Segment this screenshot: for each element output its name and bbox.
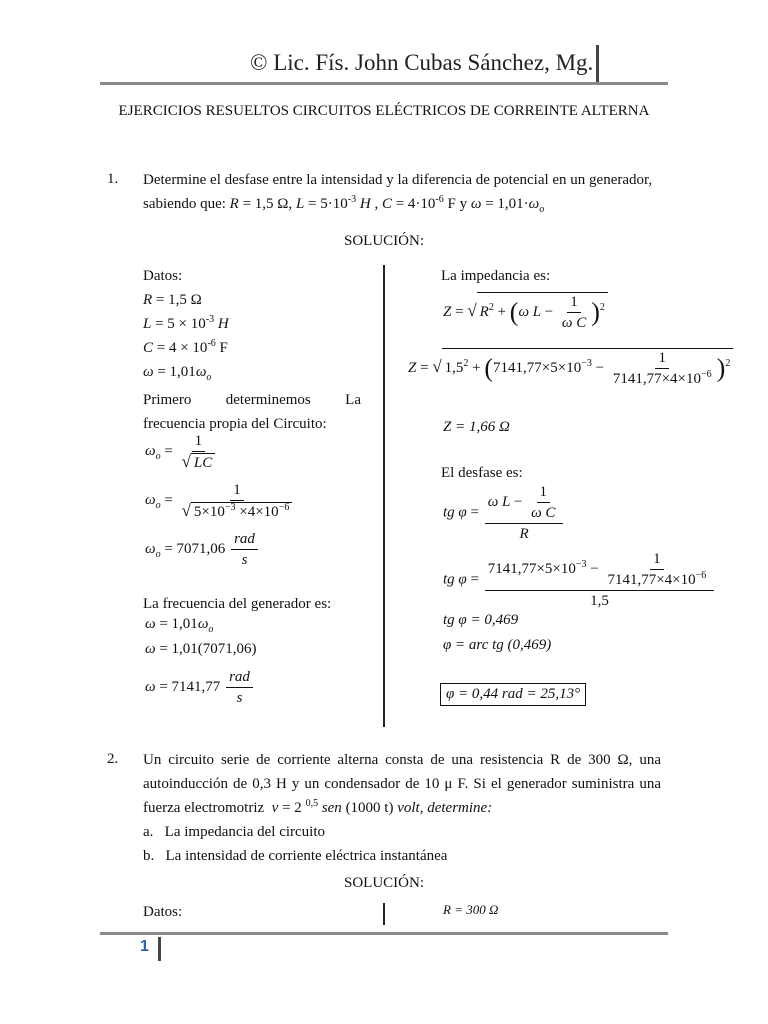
gen-freq-label: La frecuencia del generador es: <box>143 596 332 612</box>
dato-r: R = 1,5 Ω <box>143 292 202 308</box>
tg-substitution: tg φ = $7141,77\times 5\times 10^{-3}$ − $\frac{1}{7141,77\times 4\times 10^{-6}}$ 1,5 <box>443 550 716 610</box>
wo-substitution: $\omega_o$ = $\frac{1}{√ 5\times 10^{-3} \times 4\times 10^{-6}}$ <box>145 481 297 521</box>
problem-1-number: 1. <box>107 171 119 187</box>
dato-c: $C = 4 \times 10^{-6}$ F <box>143 338 228 356</box>
z-substitution: Z = √ $1,5^2 + (7141,77\times 5\times 10^{-3}$ − $\frac{1}{7141,77\times 4\times 10^{-6}}$ )$^2$ <box>408 348 733 388</box>
z-formula: Z = √ $R^2 + (\omega$ L − $\frac{1}{\text{ω C}}$ )$^2$ <box>443 292 608 332</box>
problem-1-line-2: sabiendo que: R = 1,5 Ω, $L = 5\cdot 10^{-3}$ H , $C = 4\cdot 10^{-6}$ F y $\omega = 1,01\cdot\omega_o$ <box>143 194 545 215</box>
problem-1-line-1: Determine el desfase entre la intensidad y la diferencia de potencial en un generador, <box>143 172 653 188</box>
final-result-box: φ = 0,44 rad = 25,13° <box>440 683 586 706</box>
header-divider <box>596 45 599 85</box>
problem-2-number: 2. <box>107 751 119 767</box>
wo-result: $\omega_o = 7071,06$ $\frac{\text{rad}}{s}$ <box>145 530 260 569</box>
tg-formula: tg φ = ω L − $\frac{1}{\text{ω C}}$ R <box>443 483 565 543</box>
primero-line-1: Primero determinemos La <box>143 392 361 408</box>
desfase-label: El desfase es: <box>441 465 523 481</box>
problem-2-column-divider <box>383 903 385 925</box>
w-line-1: $\omega = 1,01\omega_o$ <box>145 616 214 635</box>
primero-line-2: frecuencia propia del Circuito: <box>143 416 327 432</box>
document-title: EJERCICIOS RESUELTOS CIRCUITOS ELÉCTRICOS DE CORREINTE ALTERNA <box>118 103 650 119</box>
impedance-label: La impedancia es: <box>441 268 551 284</box>
problem-2-r-value: R = 300 Ω <box>443 902 499 917</box>
problem-2-item-b: b. La intensidad de corriente eléctrica instantánea <box>143 848 448 864</box>
datos-label: Datos: <box>143 268 183 284</box>
primero-text <box>143 388 361 436</box>
column-divider <box>383 265 385 727</box>
problem-1-solution-label: SOLUCIÓN: <box>343 233 424 249</box>
w-line-2: ω = 1,01(7071,06) <box>145 641 257 657</box>
dato-omega: $\omega = 1,01\omega_o$ <box>143 364 212 383</box>
problem-2-solution-label: SOLUCIÓN: <box>343 875 424 891</box>
z-result: Z = 1,66 Ω <box>443 419 510 435</box>
wo-formula: $\omega_o$ = $\frac{1}{√ LC}$ <box>145 432 220 472</box>
footer-divider <box>158 937 161 961</box>
dato-l: $L = 5 \times 10^{-3}$ H <box>143 314 229 332</box>
problem-1-statement <box>143 168 663 216</box>
datos-block <box>143 264 229 384</box>
problem-2-line-1: Un circuito serie de corriente alterna consta de una resistencia R de 300 Ω, una <box>143 752 661 768</box>
problem-2-item-a: a. La impedancia del circuito <box>143 824 326 840</box>
header-rule <box>100 82 668 85</box>
problem-2-datos-label: Datos: <box>143 904 183 920</box>
problem-2-line-2: autoinducción de 0,3 H y un condensador de 10 μ F. Si el generador suministra una <box>143 776 661 792</box>
problem-2-statement <box>143 748 661 868</box>
problem-2-line-3: fuerza electromotriz v = 2 $^{0,5}$ sen (1000 t) volt, determine: <box>143 798 493 816</box>
arc-value: φ = arc tg (0,469) <box>443 637 552 653</box>
footer-rule <box>100 932 668 935</box>
w-line-3: ω = 7141,77 $\frac{\text{rad}}{s}$ <box>145 668 255 707</box>
tg-value: tg φ = 0,469 <box>443 612 519 628</box>
header-author: © Lic. Fís. John Cubas Sánchez, Mg. <box>250 50 594 75</box>
page-number: 1 <box>140 938 149 955</box>
